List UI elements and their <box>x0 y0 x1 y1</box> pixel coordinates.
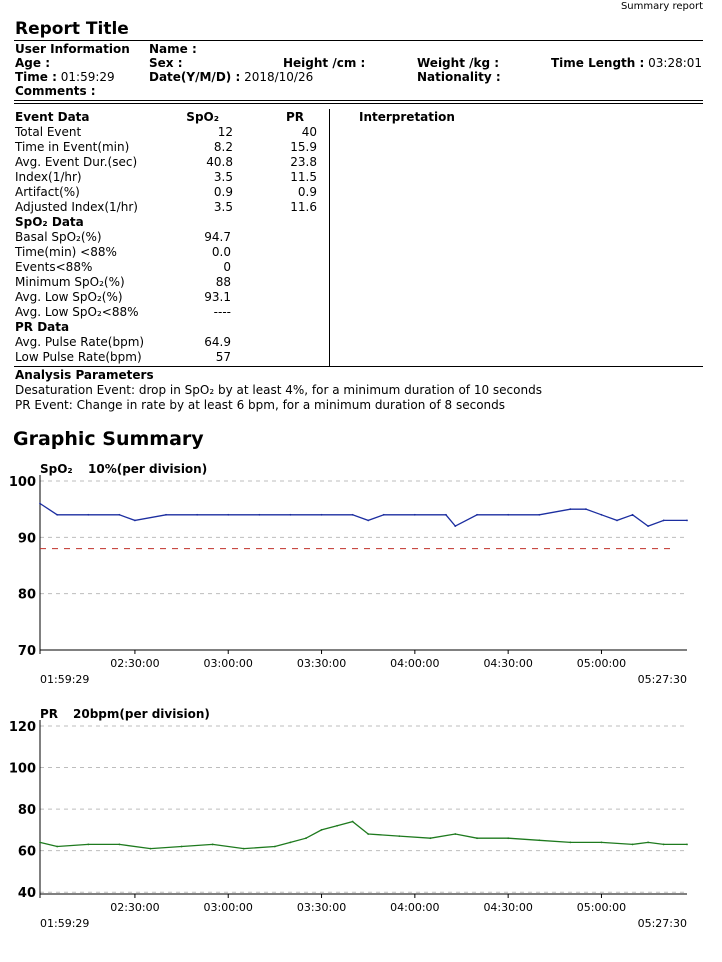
data-point <box>454 525 456 527</box>
row-value: 0 <box>223 260 231 274</box>
data-point <box>601 514 603 516</box>
data-point <box>243 848 245 850</box>
spo2-chart <box>0 455 722 690</box>
row-label: Total Event <box>15 125 82 139</box>
data-point <box>274 846 276 848</box>
chart-subtitle: 20bpm(per division) <box>73 707 210 721</box>
data-point <box>181 846 183 848</box>
data-point <box>663 844 665 846</box>
y-tick-label: 90 <box>17 531 36 547</box>
row-value: 0.0 <box>211 245 231 259</box>
data-point <box>616 520 618 522</box>
x-tick-label: 04:30:00 <box>483 657 533 670</box>
row-label: Time in Event(min) <box>15 140 130 154</box>
spo2-value: 3.5 <box>213 200 233 214</box>
data-point <box>87 844 89 846</box>
data-point <box>686 520 688 522</box>
y-tick-label: 70 <box>17 644 36 659</box>
data-point <box>507 514 509 516</box>
pr-value: 15.9 <box>290 140 317 154</box>
desaturation-event-text: Desaturation Event: drop in SpO₂ by at least 4%, for a minimum duration of 10 seconds <box>15 383 542 397</box>
y-tick-label: 100 <box>8 475 36 490</box>
time-field <box>15 70 115 84</box>
x-tick-label: 04:00:00 <box>390 901 440 914</box>
spo2-value: 3.5 <box>213 170 233 184</box>
divider <box>14 40 703 41</box>
data-point <box>134 520 136 522</box>
time-length-field <box>551 56 702 70</box>
data-point <box>367 520 369 522</box>
data-point <box>507 837 509 839</box>
divider <box>14 100 703 101</box>
row-label: Avg. Event Dur.(sec) <box>15 155 138 169</box>
chart-title: SpO₂ <box>40 462 73 476</box>
row-value: 64.9 <box>204 335 231 349</box>
x-tick-label: 03:30:00 <box>296 657 347 670</box>
time-length-label: Time Length : <box>551 56 645 70</box>
series-line <box>40 504 687 527</box>
data-point <box>538 839 540 841</box>
row-label: Low Pulse Rate(bpm) <box>15 350 142 364</box>
y-tick-label: 60 <box>17 844 36 860</box>
spo2-value: 12 <box>217 125 233 139</box>
event-data-title: Event Data <box>15 110 90 124</box>
x-tick-label: 04:30:00 <box>483 901 533 914</box>
data-point <box>321 514 323 516</box>
sex-label: Sex : <box>149 56 183 70</box>
data-point <box>87 514 89 516</box>
row-label: Adjusted Index(1/hr) <box>15 200 138 214</box>
interpretation-title: Interpretation <box>359 110 455 124</box>
spo2-value: 8.2 <box>213 140 233 154</box>
nationality-label: Nationality : <box>417 70 501 84</box>
row-label: Avg. Low SpO₂<88% <box>15 305 139 319</box>
data-point <box>383 514 385 516</box>
y-tick-label: 40 <box>17 886 36 902</box>
row-value: 88 <box>215 275 231 289</box>
y-tick-label: 100 <box>8 761 36 777</box>
x-tick-label: 05:00:00 <box>576 657 627 670</box>
date-field <box>149 70 313 84</box>
time-value: 01:59:29 <box>60 70 115 84</box>
data-point <box>352 514 354 516</box>
age-label: Age : <box>15 56 50 70</box>
pr-value: 23.8 <box>290 155 317 169</box>
time-label: Time : <box>15 70 57 84</box>
pr-value: 11.5 <box>290 170 317 184</box>
data-point <box>227 514 229 516</box>
data-point <box>258 514 260 516</box>
row-label: Avg. Pulse Rate(bpm) <box>15 335 145 349</box>
data-point <box>476 514 478 516</box>
row-value: 93.1 <box>204 290 231 304</box>
start-time-label: 01:59:29 <box>40 673 90 686</box>
row-value: 94.7 <box>204 230 231 244</box>
y-tick-label: 80 <box>17 587 36 603</box>
data-point <box>118 514 120 516</box>
chart-title: PR <box>40 707 59 721</box>
data-point <box>476 837 478 839</box>
y-tick-label: 80 <box>17 803 36 819</box>
data-point <box>39 841 41 843</box>
data-point <box>585 508 587 510</box>
pr-value: 40 <box>301 125 317 139</box>
divider <box>14 103 703 104</box>
data-point <box>56 514 58 516</box>
row-label: Events<88% <box>15 260 93 274</box>
date-label: Date(Y/M/D) : <box>149 70 241 84</box>
x-tick-label: 03:00:00 <box>203 657 253 670</box>
chart-subtitle: 10%(per division) <box>88 462 208 476</box>
comments-label: Comments : <box>15 84 96 98</box>
pr-data-title: PR Data <box>15 320 70 334</box>
x-tick-label: 05:00:00 <box>576 901 627 914</box>
row-label: Basal SpO₂(%) <box>15 230 102 244</box>
data-point <box>196 514 198 516</box>
data-point <box>212 844 214 846</box>
graphic-summary-title: Graphic Summary <box>13 428 204 450</box>
data-point <box>569 508 571 510</box>
row-label: Index(1/hr) <box>15 170 82 184</box>
x-tick-label: 02:30:00 <box>110 657 160 670</box>
y-tick-label: 120 <box>8 720 36 735</box>
time-length-value: 03:28:01 <box>648 56 703 70</box>
data-point <box>601 841 603 843</box>
data-point <box>336 825 338 827</box>
data-point <box>429 837 431 839</box>
row-label: Avg. Low SpO₂(%) <box>15 290 123 304</box>
analysis-parameters-title: Analysis Parameters <box>15 368 154 382</box>
row-label: Artifact(%) <box>15 185 80 199</box>
pr-column-header: PR <box>285 110 304 124</box>
end-time-label: 05:27:30 <box>637 673 687 686</box>
data-point <box>632 514 634 516</box>
data-point <box>56 846 58 848</box>
data-point <box>290 841 292 843</box>
data-point <box>538 514 540 516</box>
data-point <box>39 503 41 505</box>
pr-event-text: PR Event: Change in rate by at least 6 bpm, for a minimum duration of 8 seconds <box>15 398 506 412</box>
data-point <box>367 833 369 835</box>
data-point <box>632 844 634 846</box>
pr-chart <box>0 700 722 935</box>
data-point <box>150 848 152 850</box>
data-point <box>398 835 400 837</box>
end-time-label: 05:27:30 <box>637 917 687 930</box>
name-label: Name : <box>149 42 197 56</box>
series-line <box>40 822 687 849</box>
data-point <box>454 833 456 835</box>
data-point <box>118 844 120 846</box>
x-tick-label: 03:00:00 <box>203 901 253 914</box>
spo2-column-header: SpO₂ <box>186 110 219 124</box>
data-point <box>445 514 447 516</box>
data-point <box>414 514 416 516</box>
pr-value: 11.6 <box>290 200 317 214</box>
row-label: Time(min) <88% <box>15 245 117 259</box>
column-divider <box>329 109 330 366</box>
x-tick-label: 04:00:00 <box>390 657 440 670</box>
data-point <box>165 514 167 516</box>
weight-label: Weight /kg : <box>417 56 500 70</box>
date-value: 2018/10/26 <box>244 70 314 84</box>
summary-report-label: Summary report <box>620 1 703 12</box>
report-title: Report Title <box>15 19 129 39</box>
spo2-value: 40.8 <box>206 155 233 169</box>
data-point <box>321 829 323 831</box>
data-point <box>686 844 688 846</box>
row-value: ---- <box>213 305 231 319</box>
data-point <box>290 514 292 516</box>
data-point <box>569 841 571 843</box>
data-point <box>663 520 665 522</box>
row-label: Minimum SpO₂(%) <box>15 275 125 289</box>
divider <box>14 366 703 367</box>
pr-value: 0.9 <box>297 185 317 199</box>
spo2-data-title: SpO₂ Data <box>15 215 84 229</box>
data-point <box>352 821 354 823</box>
spo2-value: 0.9 <box>213 185 233 199</box>
data-point <box>647 841 649 843</box>
data-point <box>305 837 307 839</box>
x-tick-label: 03:30:00 <box>296 901 347 914</box>
data-point <box>647 525 649 527</box>
row-value: 57 <box>215 350 231 364</box>
user-information-label: User Information <box>15 42 130 56</box>
height-label: Height /cm : <box>283 56 366 70</box>
x-tick-label: 02:30:00 <box>110 901 160 914</box>
start-time-label: 01:59:29 <box>40 917 90 930</box>
